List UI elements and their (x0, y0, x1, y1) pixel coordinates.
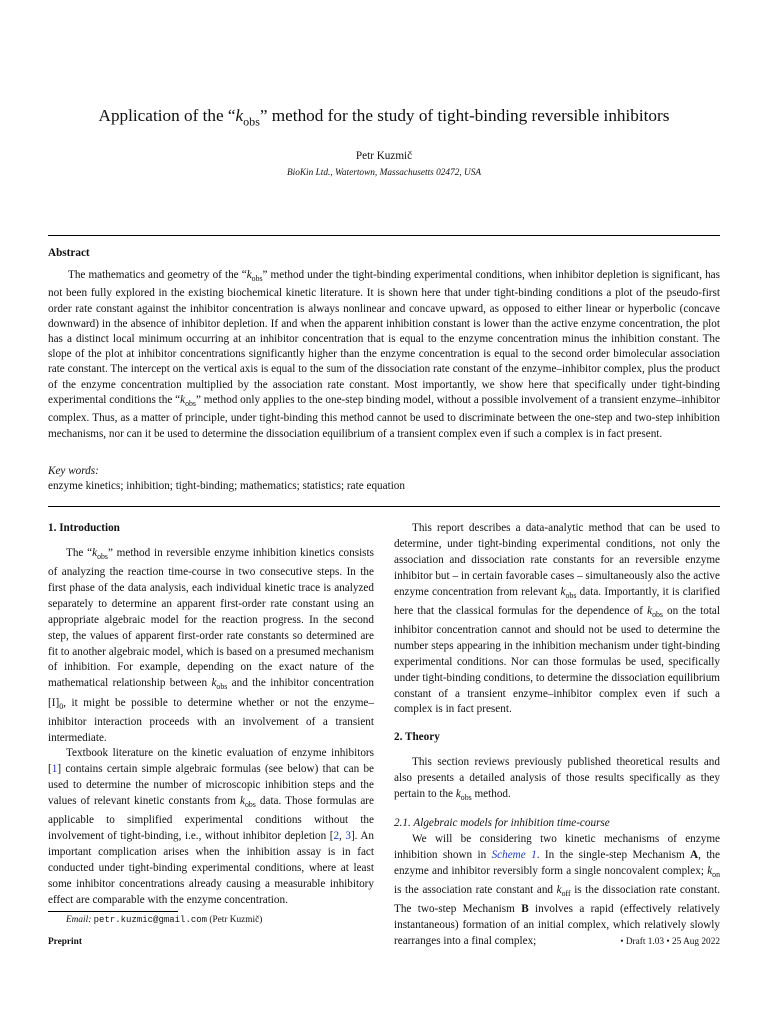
text-part: . In the single-step Mechanism (536, 849, 691, 862)
text-part: , (339, 830, 346, 843)
right-column (394, 521, 720, 950)
text-part: is the association rate constant and (394, 884, 557, 897)
k-symbol: k (556, 884, 562, 897)
text-part: Textbook literature on the kinetic evaluation of enzyme inhibitors [ (48, 747, 374, 776)
paper-title (48, 106, 720, 129)
title-sub: obs (243, 114, 260, 129)
text-part: ” method in reversible enzyme inhibition kinetics consists of analyzing the reaction time-course in two consecutive steps. In the first phase of the data analysis, each individual kinetic trace is analyzed separately to determine an apparent first-order rate constant using an appropriate algebraic model for the reaction progress. In the second step, the values of apparent first-order rate constants so determined are fit to another algebraic model, which is based on a presumed mechanism of inhibition. For example, depending on the exact nature of the mathematical relationship between (48, 546, 375, 690)
text-part: ]. An important complication arises when the inhibition assay is in fact conducted under tight-binding experimental conditions, where at least some inhibitor concentrations already causing a measurable inhibitory effect are comparable with the enzyme concentration. (48, 830, 375, 906)
section-heading-introduction: 1. Introduction (48, 522, 120, 534)
keywords-list: enzyme kinetics; inhibition; tight-binding; mathematics; statistics; rate equation (48, 480, 405, 492)
footnote-rule (48, 911, 178, 912)
text-part: data. Importantly, it is clarified here that the classical formulas for the dependence of (394, 585, 720, 617)
text-part: on the total inhibitor concentration cannot and should not be used to determine the number steps appearing in the inhibition mechanism under tight-binding experimental conditions. Nor can those formulas be used, specifically under tight-binding conditions, to determine the dissociation equilibrium constant of a transient enzyme–inhibitor complex even if such a complex is in fact present. (394, 604, 720, 716)
citation-link[interactable]: 1 (51, 763, 58, 776)
intro-paragraph-2 (48, 746, 374, 908)
title-k: k (235, 106, 244, 125)
abstract-bottom-rule (48, 506, 720, 507)
k-symbol: k (455, 788, 461, 801)
k-sub: obs (652, 610, 663, 619)
abstract-part: ” method under the tight-binding experimental conditions, when inhibitor depletion is significant, has not been fully explored in the existing biochemical kinetic literature. It is shown here that under tight-binding conditions a plot of the pseudo-first order rate constant against the inhibitor concentration is always nonlinear and concave upward, as opposed to either linear or hyperbolic (concave downward) in the absence of inhibitor depletion. If and when the apparent inhibition constant is lower than the active enzyme concentration, the plot has a distinct local minimum occurring at an inhibitor concentration that is equal to the enzyme concentration minus the inhibition constant. The slope of the plot at inhibitor concentrations significantly higher than the enzyme concentration is equal to the second order bimolecular association rate constant. The intercept on the vertical axis is equal to the sum of the dissociation rate constant of the enzyme–inhibitor complex, plus the product of the enzyme concentration multiplied by the association rate constant. Most importantly, we show here that specifically under tight-binding experimental conditions the “ (48, 269, 720, 406)
k-symbol: k (240, 795, 245, 808)
abstract-part: ” method only applies to the one-step binding model, without a possible involvement of a transient enzyme–inhibitor complex. Thus, as a matter of principle, under tight-binding this method cannot be used to discriminate between the one-step and two-step inhibition mechanisms, nor can it be used to determine the dissociation equilibrium of a transient complex even if such a complex is in fact present. (48, 393, 720, 440)
koff-sub: off (561, 889, 571, 899)
k-symbol: k (92, 546, 98, 559)
kon-sub: on (712, 870, 720, 880)
author-name: Petr Kuzmič (355, 150, 413, 162)
title-part: Application of the “ (98, 106, 236, 125)
abstract-sub: obs (251, 274, 263, 284)
text-part: This report describes a data-analytic method that can be used to determine, under tight-binding experimental conditions, not only the association and dissociation rate constants for an reversible enzyme inhibitor but – in certain favorable cases – simultaneously also the active enzyme concentration from relevant (394, 522, 720, 598)
text-part: method. (471, 788, 511, 801)
text-part: data. Those formulas are applicable to simplified experimental conditions without the involvement of tight-binding, i.e., without inhibitor depletion [ (48, 795, 374, 843)
k-symbol: k (560, 585, 566, 598)
k-symbol: k (211, 677, 217, 690)
author-affiliation: BioKin Ltd., Watertown, Massachusetts 02472, USA (286, 168, 482, 178)
text-part: We will be considering two kinetic mechanisms of enzyme inhibition shown in (394, 833, 720, 862)
k-symbol: k (647, 604, 653, 617)
keywords-heading: Key words: (48, 465, 99, 477)
text-part: and the inhibitor concentration [I] (48, 677, 374, 709)
intro-paragraph-3 (394, 521, 720, 718)
k-sub: obs (460, 793, 472, 803)
text-part: , the enzyme and inhibitor reversibly form a single noncovalent complex; (394, 849, 720, 877)
intro-paragraph-1 (48, 546, 374, 747)
text-part: ] contains certain simple algebraic formulas (see below) that can be used to determine the number of microscopic inhibition steps and the values of relevant kinetic constants from (48, 763, 374, 808)
footnote-name: (Petr Kuzmič) (209, 915, 263, 925)
abstract-k: k (246, 269, 252, 281)
text-part: The “ (66, 546, 93, 559)
k-sub: obs (565, 590, 577, 600)
footnote (66, 915, 262, 925)
k-symbol: k (707, 864, 713, 877)
text-part: is the dissociation rate constant. The two-step Mechanism (394, 884, 720, 916)
mechanism-a-label: A (690, 849, 699, 862)
left-column (48, 521, 374, 909)
citation-link[interactable]: 2 (333, 830, 340, 843)
abstract-k: k (180, 393, 186, 406)
title-part: ” method for the study of tight-binding reversible inhibitors (259, 106, 670, 125)
subsection-heading-2-1: 2.1. Algebraic models for inhibition time-course (394, 817, 610, 830)
i0-sub: 0 (59, 701, 64, 711)
mechanism-b-label: B (521, 903, 529, 916)
scheme-link[interactable]: Scheme 1 (491, 849, 537, 862)
text-part: involves a rapid (effectively relatively instantaneous) formation of an initial complex, which relatively slowly rearranges into a final complex; (394, 903, 720, 948)
k-sub: obs (244, 800, 256, 810)
text-part: , it might be possible to determine whether or not the enzyme–inhibitor interaction proceeds with an involvement of a transient intermediate. (48, 696, 374, 744)
k-sub: obs (216, 682, 228, 692)
footer-preprint: Preprint (48, 937, 82, 947)
abstract-heading: Abstract (48, 247, 90, 259)
abstract-part: The mathematics and geometry of the “ (68, 269, 247, 281)
theory-paragraph-1 (394, 755, 720, 806)
citation-link[interactable]: 3 (345, 830, 351, 843)
footer-draft-info: • Draft 1.03 • 25 Aug 2022 (620, 937, 720, 947)
author-email-link[interactable]: petr.kuzmic@gmail.com (93, 915, 208, 925)
text-part: This section reviews previously published theoretical results and also presents a detailed analysis of those results specifically as they pertain to the (394, 756, 720, 801)
theory-paragraph-2 (394, 832, 720, 950)
abstract-sub: obs (185, 399, 196, 409)
abstract-top-rule (48, 235, 720, 236)
footnote-label: Email: (66, 915, 92, 925)
section-heading-theory: 2. Theory (394, 731, 440, 744)
k-sub: obs (97, 552, 108, 562)
abstract-text (48, 268, 720, 442)
